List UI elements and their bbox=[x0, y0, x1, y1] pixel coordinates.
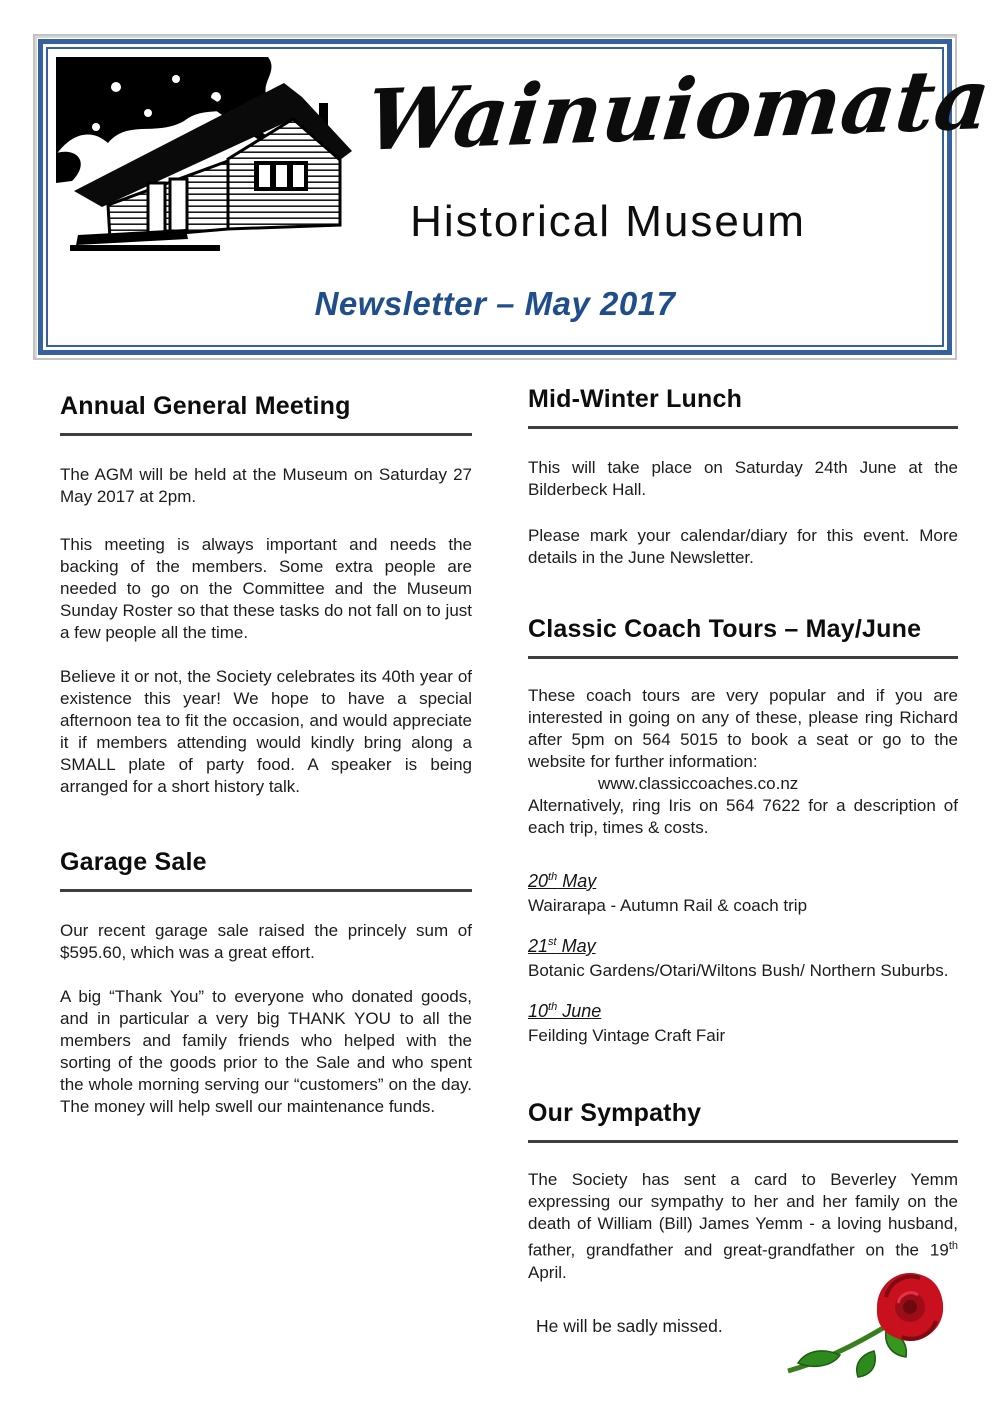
masthead-box bbox=[33, 34, 995, 360]
trip-date bbox=[528, 995, 958, 1023]
right-column bbox=[528, 385, 958, 1379]
section-title-garage-sale: Garage Sale bbox=[60, 848, 472, 892]
sympathy-paragraph bbox=[528, 1169, 958, 1284]
sympathy-text: The Society has sent a card to Beverley Yemm expressing our sympathy to her and her family on the death of William (Bill) James Yemm - a loving husband, father, grandfather and great-grandfather on the 19 bbox=[528, 1170, 958, 1260]
museum-subtitle: Historical Museum bbox=[410, 197, 806, 246]
garage-paragraph: Our recent garage sale raised the princely sum of $595.60, which was a great effort. bbox=[60, 921, 472, 962]
trip-description: Feilding Vintage Craft Fair bbox=[528, 1026, 726, 1045]
trip-item bbox=[528, 995, 958, 1047]
coach-website-link: www.classiccoaches.co.nz bbox=[598, 774, 799, 793]
section-title-agm: Annual General Meeting bbox=[60, 392, 472, 436]
trip-date bbox=[528, 930, 958, 958]
trip-description: Botanic Gardens/Otari/Wiltons Bush/ Northern Suburbs. bbox=[528, 961, 949, 980]
agm-paragraph: The AGM will be held at the Museum on Saturday 27 May 2017 at 2pm. bbox=[60, 465, 472, 506]
masthead-blue-border bbox=[38, 39, 995, 355]
trip-day: 20 bbox=[528, 871, 549, 891]
museum-script-title: Wainuiomata bbox=[361, 49, 995, 170]
coach-alternative-paragraph: Alternatively, ring Iris on 564 7622 for a description of each trip, times & costs. bbox=[528, 796, 958, 837]
agm-paragraph: Believe it or not, the Society celebrates its 40th year of existence this year! We hope to have a special afternoon tea to fit the occasion, and would appreciate it if members attending would kindly bring along a SMALL plate of party food. A speaker is being arranged for a short history talk. bbox=[60, 667, 472, 796]
section-title-mid-winter-lunch: Mid-Winter Lunch bbox=[528, 385, 958, 429]
section-title-our-sympathy: Our Sympathy bbox=[528, 1099, 958, 1143]
lunch-paragraph: Please mark your calendar/diary for this event. More details in the June Newsletter. bbox=[528, 526, 958, 567]
trip-description: Wairarapa - Autumn Rail & coach trip bbox=[528, 896, 808, 915]
sympathy-text: April. bbox=[528, 1262, 567, 1282]
masthead-inner bbox=[46, 47, 995, 347]
trip-ordinal-suffix: st bbox=[548, 936, 557, 948]
trip-date bbox=[528, 865, 958, 893]
museum-house-illustration bbox=[56, 57, 366, 272]
trip-day: 10 bbox=[528, 1001, 549, 1021]
left-column bbox=[60, 392, 472, 1118]
agm-paragraph: This meeting is always important and needs the backing of the members. Some extra people are needed to go on the Committee and the Museum Sunday Roster so that these tasks do not fall on to just a few people all the time. bbox=[60, 535, 472, 642]
sympathy-ordinal-suffix: th bbox=[948, 1240, 958, 1252]
trip-day: 21 bbox=[528, 936, 549, 956]
section-title-coach-tours: Classic Coach Tours – May/June bbox=[528, 615, 958, 659]
trip-ordinal-suffix: th bbox=[548, 871, 558, 883]
trip-item bbox=[528, 930, 958, 982]
trip-month: June bbox=[557, 1001, 602, 1021]
coach-intro-paragraph: These coach tours are very popular and if you are interested in going on any of these, please ring Richard after 5pm on 564 5015 to book a seat or go to the website for further information: bbox=[528, 686, 958, 771]
garage-paragraph: A big “Thank You” to everyone who donated goods, and in particular a very big THANK YOU to all the members and family friends who helped with the sorting of the goods prior to the Sale and who spent the whole morning serving our “customers” on the day. The money will help swell our maintenance funds. bbox=[60, 987, 472, 1116]
red-rose-image bbox=[782, 1269, 952, 1379]
trip-item bbox=[528, 865, 958, 917]
trip-list bbox=[528, 865, 958, 1047]
sympathy-closing-line: He will be sadly missed. bbox=[536, 1315, 723, 1336]
lunch-paragraph: This will take place on Saturday 24th June at the Bilderbeck Hall. bbox=[528, 458, 958, 499]
trip-ordinal-suffix: th bbox=[548, 1001, 558, 1013]
sympathy-footer bbox=[528, 1314, 958, 1379]
newsletter-date-line: Newsletter – May 2017 bbox=[314, 285, 676, 322]
trip-month: May bbox=[556, 936, 596, 956]
trip-month: May bbox=[557, 871, 597, 891]
